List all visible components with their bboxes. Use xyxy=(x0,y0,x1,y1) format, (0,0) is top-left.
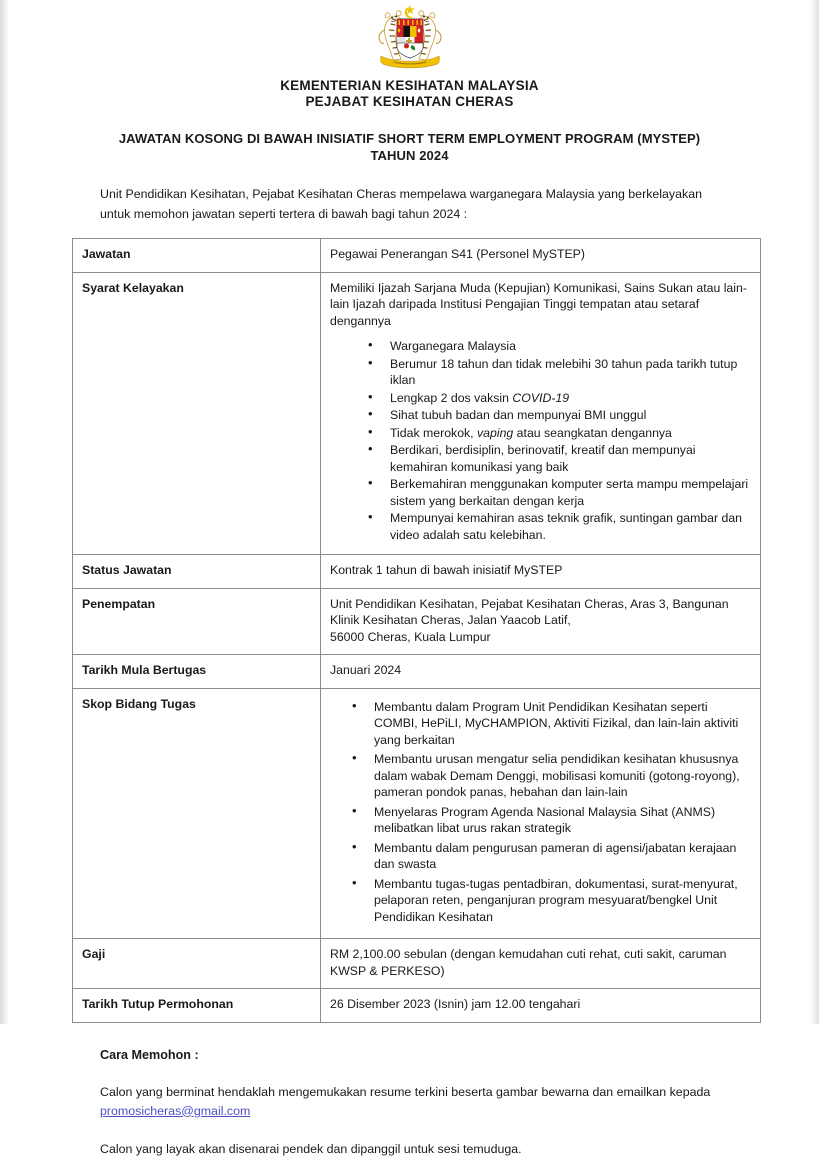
document-title-line1: JAWATAN KOSONG DI BAWAH INISIATIF SHORT TERM EMPLOYMENT PROGRAM (MYSTEP) xyxy=(118,131,701,146)
row-label-status-jawatan: Status Jawatan xyxy=(73,555,321,589)
crest-container xyxy=(0,0,819,70)
how-to-apply-section xyxy=(0,1046,819,1159)
table-row-tarikh-tutup-permohonan xyxy=(73,989,761,1023)
list-item: • Lengkap 2 dos vaksin COVID-19 xyxy=(368,390,751,407)
table-row-gaji xyxy=(73,939,761,989)
row-label-tarikh-tutup-permohonan: Tarikh Tutup Permohonan xyxy=(73,989,321,1023)
email-link[interactable]: promosicheras@gmail.com xyxy=(100,1103,251,1118)
list-item: • Membantu dalam Program Unit Pendidikan Kesihatan seperti COMBI, HePiLI, MyCHAMPION, Aktiviti Fizikal, dan lain-lain aktiviti yang berkaitan xyxy=(352,699,751,749)
how-to-apply-paragraph-1 xyxy=(100,1083,719,1121)
row-label-jawatan: Jawatan xyxy=(73,239,321,273)
how-to-apply-text: Calon yang berminat hendaklah mengemukakan resume terkini beserta gambar bewarna dan emailkan kepada xyxy=(100,1084,711,1099)
list-item: • Berdikari, berdisiplin, berinovatif, kreatif dan mempunyai kemahiran komunikasi yang baik xyxy=(368,442,751,475)
penempatan-line2: 56000 Cheras, Kuala Lumpur xyxy=(330,629,491,644)
skop-bullet-list xyxy=(330,699,751,926)
row-label-gaji: Gaji xyxy=(73,939,321,989)
list-item: • Warganegara Malaysia xyxy=(368,338,751,355)
how-to-apply-heading: Cara Memohon : xyxy=(100,1047,199,1062)
row-value-tarikh-mula-bertugas: Januari 2024 xyxy=(321,655,761,689)
vacancy-details-table xyxy=(72,238,761,1023)
syarat-bullet-list xyxy=(330,338,751,543)
row-value-tarikh-tutup-permohonan: 26 Disember 2023 (Isnin) jam 12.00 tengahari xyxy=(321,989,761,1023)
list-item: • Sihat tubuh badan dan mempunyai BMI unggul xyxy=(368,407,751,424)
how-to-apply-paragraph-2: Calon yang layak akan disenarai pendek dan dipanggil untuk sesi temuduga. xyxy=(100,1141,522,1156)
row-label-skop-bidang-tugas: Skop Bidang Tugas xyxy=(73,688,321,939)
syarat-intro-text: Memiliki Ijazah Sarjana Muda (Kepujian) Komunikasi, Sains Sukan atau lain-lain Ijazah daripada Institusi Pengajian Tinggi tempatan atau setaraf dengannya xyxy=(330,280,747,328)
row-label-penempatan: Penempatan xyxy=(73,588,321,655)
table-row-syarat-kelayakan xyxy=(73,272,761,555)
office-name: PEJABAT KESIHATAN CHERAS xyxy=(305,94,514,109)
document-title-line2: TAHUN 2024 xyxy=(370,148,449,163)
table-row-jawatan xyxy=(73,239,761,273)
list-item: • Tidak merokok, vaping atau seangkatan dengannya xyxy=(368,425,751,442)
row-value-skop-bidang-tugas xyxy=(321,688,761,939)
malaysia-coat-of-arms-icon xyxy=(364,4,456,70)
row-value-gaji: RM 2,100.00 sebulan (dengan kemudahan cuti rehat, cuti sakit, caruman KWSP & PERKESO) xyxy=(321,939,761,989)
list-item: • Berumur 18 tahun dan tidak melebihi 30 tahun pada tarikh tutup iklan xyxy=(368,356,751,389)
document-title xyxy=(0,130,819,164)
list-item: • Berkemahiran menggunakan komputer serta mampu mempelajari sistem yang berkaitan dengan kerja xyxy=(368,476,751,509)
table-row-penempatan xyxy=(73,588,761,655)
row-value-penempatan xyxy=(321,588,761,655)
table-row-tarikh-mula-bertugas xyxy=(73,655,761,689)
row-value-jawatan: Pegawai Penerangan S41 (Personel MySTEP) xyxy=(321,239,761,273)
table-row-status-jawatan xyxy=(73,555,761,589)
intro-paragraph: Unit Pendidikan Kesihatan, Pejabat Kesihatan Cheras mempelawa warganegara Malaysia yang berkelayakan untuk memohon jawatan seperti tertera di bawah bagi tahun 2024 : xyxy=(100,187,702,221)
list-item: • Mempunyai kemahiran asas teknik grafik, suntingan gambar dan video adalah satu kelebihan. xyxy=(368,510,751,543)
list-item: • Menyelaras Program Agenda Nasional Malaysia Sihat (ANMS) melibatkan libat urus rakan strategik xyxy=(352,804,751,837)
ministry-name: KEMENTERIAN KESIHATAN MALAYSIA xyxy=(280,78,539,93)
organisation-heading xyxy=(0,78,819,110)
row-label-syarat-kelayakan: Syarat Kelayakan xyxy=(73,272,321,555)
list-item: • Membantu tugas-tugas pentadbiran, dokumentasi, surat-menyurat, pelaporan reten, penganjuran program mesyuarat/bengkel Unit Pendidikan Kesihatan xyxy=(352,876,751,926)
penempatan-line1: Unit Pendidikan Kesihatan, Pejabat Kesihatan Cheras, Aras 3, Bangunan Klinik Kesihatan Cheras, Jalan Yaacob Latif, xyxy=(330,596,729,627)
table-row-skop-bidang-tugas xyxy=(73,688,761,939)
list-item: • Membantu urusan mengatur selia pendidikan kesihatan khususnya dalam wabak Demam Denggi, mobilisasi komuniti (gotong-royong), pameran pondok panas, hebahan dan lain-lain xyxy=(352,751,751,801)
row-value-status-jawatan: Kontrak 1 tahun di bawah inisiatif MySTEP xyxy=(321,555,761,589)
list-item: • Membantu dalam pengurusan pameran di agensi/jabatan kerajaan dan swasta xyxy=(352,840,751,873)
row-value-syarat-kelayakan xyxy=(321,272,761,555)
row-label-tarikh-mula-bertugas: Tarikh Mula Bertugas xyxy=(73,655,321,689)
